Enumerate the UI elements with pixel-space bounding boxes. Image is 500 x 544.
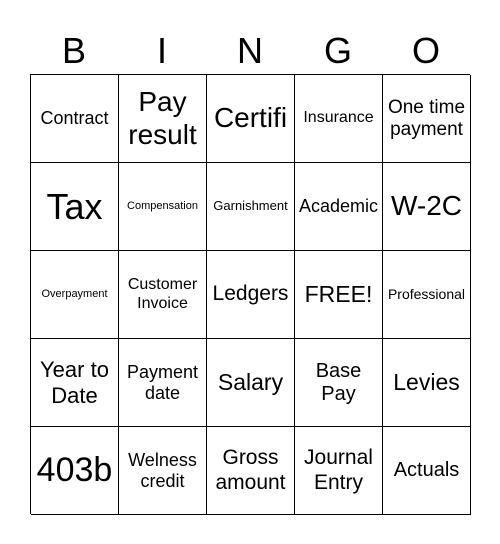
bingo-cell[interactable]: Base Pay — [295, 339, 383, 427]
bingo-cell[interactable]: Journal Entry — [295, 427, 383, 515]
bingo-cell[interactable]: Insurance — [295, 75, 383, 163]
bingo-cell[interactable]: Ledgers — [207, 251, 295, 339]
bingo-cell[interactable]: Tax — [31, 163, 119, 251]
bingo-cell[interactable]: Overpayment — [31, 251, 119, 339]
bingo-cell[interactable]: Actuals — [383, 427, 471, 515]
bingo-cell[interactable]: Levies — [383, 339, 471, 427]
free-space-cell[interactable]: FREE! — [295, 251, 383, 339]
header-letter-g: G — [323, 30, 352, 71]
bingo-cell[interactable]: Payment date — [119, 339, 207, 427]
bingo-cell[interactable]: Salary — [207, 339, 295, 427]
bingo-cell[interactable]: One time payment — [383, 75, 471, 163]
bingo-cell[interactable]: Compensation — [119, 163, 207, 251]
header-letter-o: O — [411, 30, 440, 71]
header-letter-b: B — [61, 30, 86, 71]
bingo-cell[interactable]: Certifi — [207, 75, 295, 163]
bingo-header — [30, 28, 470, 74]
bingo-cell[interactable]: Professional — [383, 251, 471, 339]
bingo-cell[interactable]: Academic — [295, 163, 383, 251]
bingo-cell[interactable]: Contract — [31, 75, 119, 163]
header-letter-n: N — [237, 30, 263, 71]
bingo-grid — [30, 74, 470, 514]
bingo-cell[interactable]: 403b — [31, 427, 119, 515]
bingo-cell[interactable]: Welness credit — [119, 427, 207, 515]
bingo-cell[interactable]: Gross amount — [207, 427, 295, 515]
bingo-cell[interactable]: W-2C — [383, 163, 471, 251]
bingo-cell[interactable]: Garnishment — [207, 163, 295, 251]
bingo-cell[interactable]: Pay result — [119, 75, 207, 163]
bingo-cell[interactable]: Customer Invoice — [119, 251, 207, 339]
bingo-cell[interactable]: Year to Date — [31, 339, 119, 427]
header-letter-i: I — [156, 30, 167, 71]
